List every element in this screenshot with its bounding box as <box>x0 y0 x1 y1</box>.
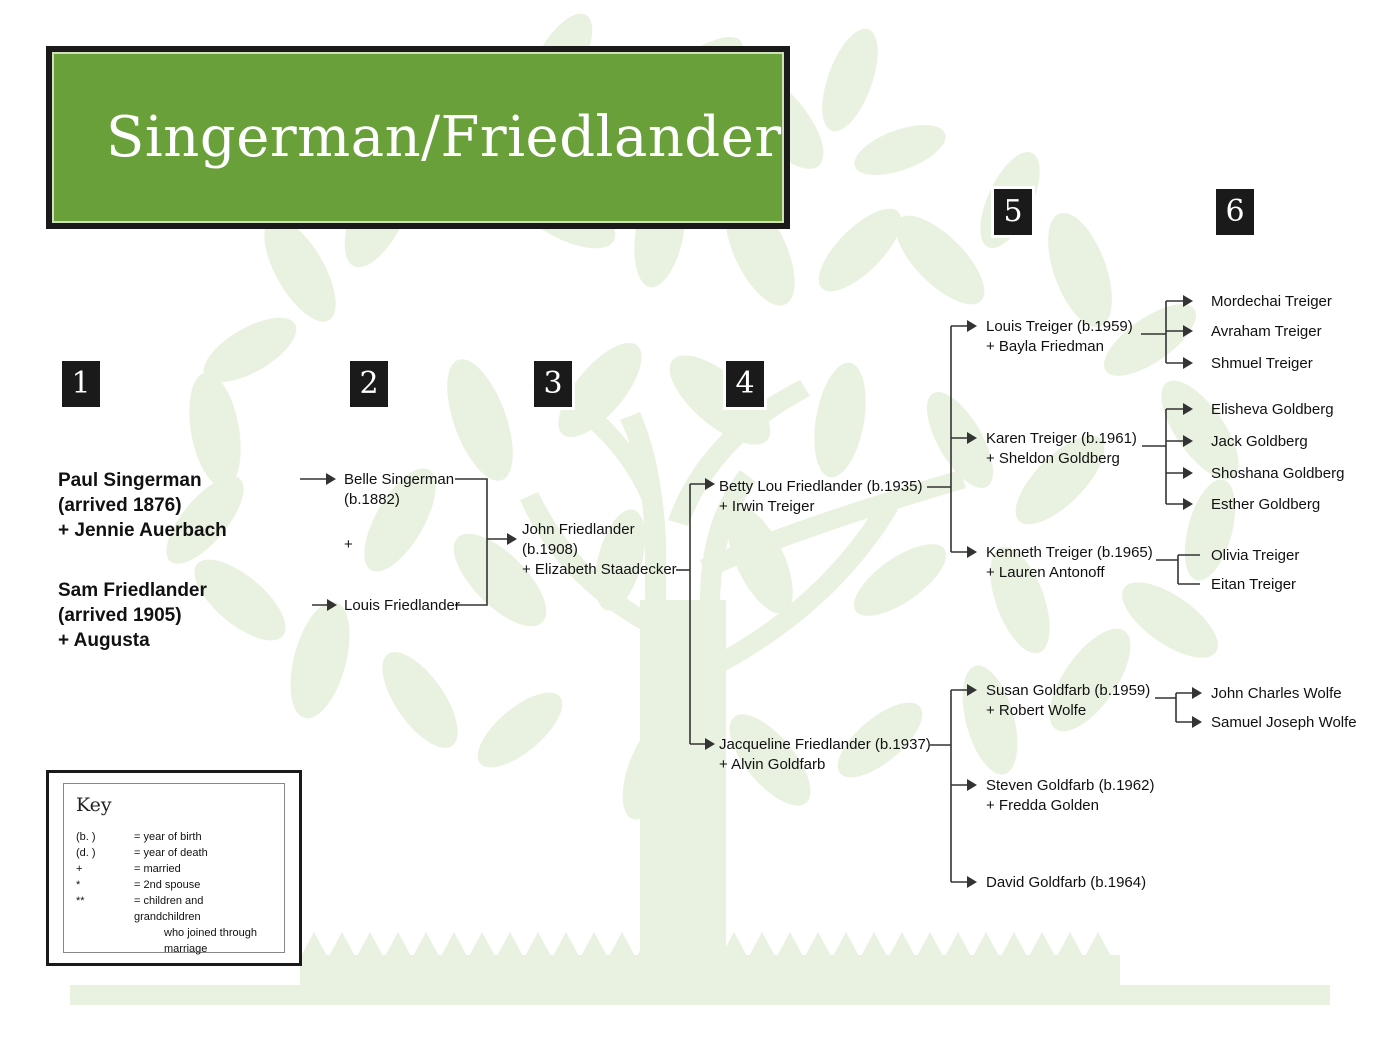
generation-badge-4 <box>723 358 767 410</box>
person-line: + Irwin Treiger <box>719 497 815 515</box>
generation-badge-5-label: 5 <box>1003 194 1023 229</box>
person-jacqueline-friedlander <box>719 735 931 775</box>
key-heading: Key <box>76 794 112 816</box>
person-line: David Goldfarb (b.1964) <box>986 874 1147 891</box>
generation-badge-5 <box>991 186 1035 238</box>
key-legend <box>46 770 302 966</box>
person-paul-singerman <box>58 468 227 543</box>
generation-badge-1-label: 1 <box>71 366 91 401</box>
generation-badge-2 <box>347 358 391 410</box>
key-description <box>134 894 272 958</box>
person-line: + Elizabeth Staadecker <box>522 560 677 578</box>
person-avraham-treiger <box>1211 322 1322 342</box>
person-sam-friedlander <box>58 578 207 653</box>
key-description-continued: who joined through marriage <box>164 926 257 955</box>
person-belle-singerman <box>344 470 454 510</box>
person-line: Olivia Treiger <box>1211 547 1300 564</box>
person-line: Belle Singerman <box>344 471 455 488</box>
person-line: Jack Goldberg <box>1211 433 1308 450</box>
person-line: Susan Goldfarb (b.1959) <box>986 682 1151 699</box>
key-symbol: ** <box>76 894 85 907</box>
person-line: Karen Treiger (b.1961) <box>986 430 1137 447</box>
key-description: = year of birth <box>134 831 202 843</box>
key-row <box>76 830 272 846</box>
person-louis-friedlander <box>344 596 460 616</box>
key-symbol: (d. ) <box>76 846 96 859</box>
person-samuel-joseph-wolfe <box>1211 713 1357 733</box>
key-description: = year of death <box>134 846 208 859</box>
key-symbol: * <box>76 878 81 891</box>
person-line: Sam Friedlander <box>58 580 207 601</box>
key-row <box>76 878 272 894</box>
person-shmuel-treiger <box>1211 354 1313 374</box>
person-line: + Augusta <box>58 630 150 652</box>
person-line: Jacqueline Friedlander (b.1937) <box>719 736 931 753</box>
person-betty-lou-friedlander <box>719 477 922 517</box>
person-line: Eitan Treiger <box>1211 576 1297 593</box>
person-line: + Robert Wolfe <box>986 701 1087 719</box>
person-louis-treiger <box>986 317 1133 357</box>
person-line: Samuel Joseph Wolfe <box>1211 714 1357 731</box>
key-row <box>76 894 272 958</box>
person-line: John Friedlander <box>522 521 635 538</box>
key-row <box>76 862 272 878</box>
person-line: Kenneth Treiger (b.1965) <box>986 544 1153 561</box>
person-line: Elisheva Goldberg <box>1211 401 1334 418</box>
person-line: Paul Singerman <box>58 470 202 491</box>
person-david-goldfarb <box>986 873 1146 893</box>
person-line: + Alvin Goldfarb <box>719 755 826 773</box>
person-olivia-treiger <box>1211 546 1299 566</box>
person-susan-goldfarb <box>986 681 1150 721</box>
person-karen-treiger <box>986 429 1137 469</box>
person-line: + Fredda Golden <box>986 796 1099 814</box>
person-line: (b.1908) <box>522 540 578 558</box>
generation-badge-1 <box>59 358 103 410</box>
generation-badge-4-label: 4 <box>735 366 755 401</box>
person-line: + Sheldon Goldberg <box>986 449 1120 467</box>
person-line: + Bayla Friedman <box>986 337 1104 355</box>
person-elisheva-goldberg <box>1211 400 1334 420</box>
marriage-symbol-belle-louis <box>344 535 353 555</box>
key-symbol: (b. ) <box>76 831 96 843</box>
key-description: = 2nd spouse <box>134 878 201 891</box>
person-line: (arrived 1876) <box>58 495 182 517</box>
person-esther-goldberg <box>1211 495 1320 515</box>
person-line: (arrived 1905) <box>58 605 182 627</box>
person-steven-goldfarb <box>986 776 1154 816</box>
person-line: Esther Goldberg <box>1211 496 1321 513</box>
person-eitan-treiger <box>1211 575 1296 595</box>
generation-badge-3-label: 3 <box>543 366 563 401</box>
key-legend-inner <box>63 783 285 953</box>
generation-badge-6 <box>1213 186 1257 238</box>
person-line: Louis Treiger (b.1959) <box>986 318 1133 335</box>
person-line: + <box>344 536 353 553</box>
key-row <box>76 846 272 862</box>
person-line: Mordechai Treiger <box>1211 293 1332 310</box>
person-john-friedlander <box>522 520 677 579</box>
person-line: Steven Goldfarb (b.1962) <box>986 777 1155 794</box>
person-line: (b.1882) <box>344 490 400 508</box>
person-line: Betty Lou Friedlander (b.1935) <box>719 478 923 495</box>
page-title: Singerman/Friedlander <box>106 105 782 170</box>
person-line: Louis Friedlander <box>344 597 460 614</box>
generation-badge-2-label: 2 <box>359 366 379 401</box>
key-symbol: + <box>76 862 83 875</box>
person-line: Shoshana Goldberg <box>1211 465 1345 482</box>
key-description: = married <box>134 862 181 875</box>
person-kenneth-treiger <box>986 543 1153 583</box>
generation-badge-6-label: 6 <box>1225 194 1245 229</box>
person-line: John Charles Wolfe <box>1211 685 1342 702</box>
key-description-main: = children and grandchildren <box>134 894 204 923</box>
person-mordechai-treiger <box>1211 292 1332 312</box>
person-line: Shmuel Treiger <box>1211 355 1313 372</box>
person-shoshana-goldberg <box>1211 464 1344 484</box>
person-line: + Lauren Antonoff <box>986 563 1105 581</box>
person-line: + Jennie Auerbach <box>58 520 227 542</box>
generation-badge-3 <box>531 358 575 410</box>
person-jack-goldberg <box>1211 432 1308 452</box>
person-john-charles-wolfe <box>1211 684 1342 704</box>
person-line: Avraham Treiger <box>1211 323 1322 340</box>
